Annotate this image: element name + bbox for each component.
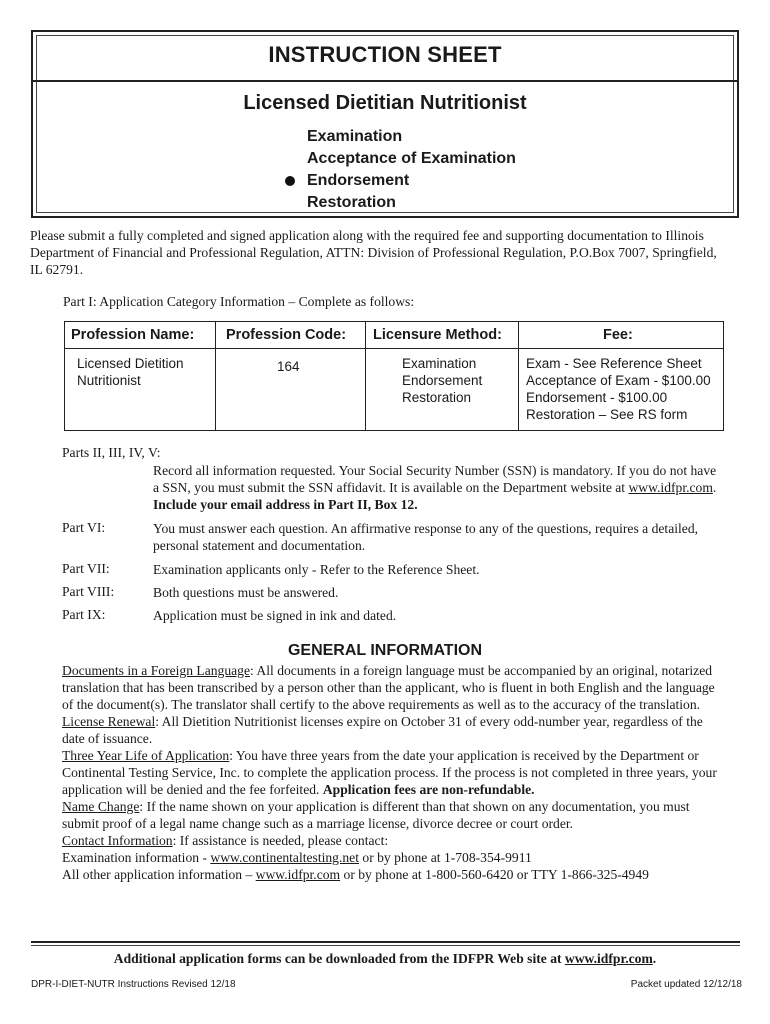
foreign-language-heading: Documents in a Foreign Language [62, 663, 250, 678]
footer-idfpr-link[interactable]: www.idfpr.com [564, 951, 653, 966]
name-change-text: : If the name shown on your application is different than that shown on any documentation, you must submit proof of a legal name change such as a marriage license, divorce decree or court order. [62, 799, 690, 831]
table-header-divider [65, 348, 723, 349]
other-info-prefix: All other application information – [62, 867, 256, 882]
packet-updated: Packet updated 12/12/18 [630, 979, 742, 990]
contact-info-text: : If assistance is needed, please contact: [172, 833, 389, 848]
name-change-heading: Name Change [62, 799, 140, 814]
header-fee: Fee: [603, 327, 633, 343]
idfpr-link[interactable]: www.idfpr.com [628, 480, 713, 495]
parts-2-5-body: Record all information requested. Your Social Security Number (SSN) is mandatory. If you do not have a SSN, you must submit the SSN affidavit. It is available on the Department website at [153, 463, 717, 495]
table-column-divider [365, 322, 366, 430]
exam-info-line [62, 849, 722, 866]
intro-paragraph: Please submit a fully completed and signed application along with the required fee and supporting documentation to Illinois Department of Financial and Professional Regulation, ATTN: Division of Professional Regulation, P.O.Box 7007, Springfield, IL 62791. [30, 228, 717, 277]
form-id: DPR-I-DIET-NUTR Instructions Revised 12/18 [31, 979, 236, 990]
profession-name-line: Licensed Dietition [77, 356, 184, 371]
general-info-body [62, 662, 722, 883]
application-life-paragraph [62, 747, 722, 798]
continental-testing-link[interactable]: www.continentaltesting.net [210, 850, 359, 865]
foreign-language-paragraph [62, 662, 722, 713]
general-info-title: GENERAL INFORMATION [287, 642, 483, 659]
header-divider [33, 80, 737, 82]
licensure-method-item: Examination [402, 356, 477, 371]
part6-label: Part VI: [62, 520, 106, 535]
application-type-list [307, 126, 516, 214]
part1-heading: Part I: Application Category Information – Complete as follows: [63, 294, 415, 309]
license-renewal-heading: License Renewal [62, 714, 156, 729]
licensure-method-item: Endorsement [402, 373, 483, 388]
page-title: INSTRUCTION SHEET [268, 42, 502, 67]
parts-2-5-email-note: Include your email address in Part II, Box 12. [153, 497, 418, 512]
fee-item: Endorsement - $100.00 [526, 390, 668, 405]
contact-info-paragraph [62, 832, 722, 849]
cell-licensure-method [402, 355, 482, 406]
part9-label: Part IX: [62, 607, 106, 622]
page-subtitle: Licensed Dietitian Nutritionist [243, 92, 527, 114]
exam-info-phone: or by phone at 1-708-354-9911 [359, 850, 532, 865]
header-profession-code: Profession Code: [226, 327, 347, 343]
application-type-restoration: Restoration [307, 194, 396, 211]
footer-rule-thin [31, 945, 740, 946]
footer-note-text: Additional application forms can be downloaded from the IDFPR Web site at [113, 951, 565, 966]
other-info-line [62, 866, 722, 883]
foreign-language-text: : All documents in a foreign language must be accompanied by an original, notarized translation that has been transcribed by a person other than the applicant, who is fluent in both English and the language of the document(s). The translator shall certify to the above requirements as well as to the accuracy of the translation. [62, 663, 715, 712]
profession-name-line: Nutritionist [77, 373, 141, 388]
fee-item: Restoration – See RS form [526, 407, 688, 422]
header-box [31, 30, 739, 218]
application-type-examination: Examination [307, 128, 403, 145]
parts-2-5-text: Record all information requested. Your Social Security Number (SSN) is mandatory. If you do not have a SSN, you must submit the SSN affidavit. It is available on the Department website at www.idfpr.com. Include your email address in Part II, Box 12. [153, 463, 717, 512]
application-type-acceptance: Acceptance of Examination [307, 150, 516, 167]
exam-info-prefix: Examination information - [62, 850, 211, 865]
part8-text: Both questions must be answered. [153, 585, 339, 600]
cell-fee [526, 355, 711, 423]
cell-profession-code: 164 [277, 359, 300, 374]
part8-label: Part VIII: [62, 584, 115, 599]
part7-text: Examination applicants only - Refer to the Reference Sheet. [153, 562, 480, 577]
application-type-endorsement [307, 170, 516, 192]
table-column-divider [518, 322, 519, 430]
footer-download-note [0, 951, 770, 967]
fee-item: Acceptance of Exam - $100.00 [526, 373, 711, 388]
application-life-heading: Three Year Life of Application [62, 748, 230, 763]
footer-note-period: . [652, 951, 657, 966]
parts-2-5-label: Parts II, III, IV, V: [62, 445, 161, 460]
license-renewal-text: : All Dietition Nutritionist licenses expire on October 31 of every odd-number year, regardless of the date of issuance. [62, 714, 703, 746]
part9-text: Application must be signed in ink and dated. [153, 608, 397, 623]
header-licensure-method: Licensure Method: [373, 327, 502, 343]
idfpr-contact-link[interactable]: www.idfpr.com [255, 867, 341, 882]
non-refundable-note: Application fees are non-refundable. [322, 782, 535, 797]
selected-bullet-icon [285, 176, 295, 186]
cell-profession-name [77, 355, 184, 389]
profession-table [64, 321, 724, 431]
fee-item: Exam - See Reference Sheet [526, 356, 702, 371]
application-life-text: : You have three years from the date your application is received by the Department or Continental Testing Service, Inc. to complete the application process. If the process is not completed in three years, your application will be denied and the fee forfeited. [62, 748, 717, 797]
part6-text: You must answer each question. An affirmative response to any of the questions, requires a detailed, personal statement and documentation. [153, 521, 699, 553]
license-renewal-paragraph [62, 713, 722, 747]
name-change-paragraph [62, 798, 722, 832]
footer-rule [31, 941, 740, 943]
header-profession-name: Profession Name: [71, 327, 195, 343]
contact-info-heading: Contact Information [62, 833, 173, 848]
licensure-method-item: Restoration [402, 390, 472, 405]
part7-label: Part VII: [62, 561, 110, 576]
other-info-phone: or by phone at 1-800-560-6420 or TTY 1-866-325-4949 [340, 867, 649, 882]
table-column-divider [215, 322, 216, 430]
application-type-endorsement-label: Endorsement [307, 172, 410, 189]
